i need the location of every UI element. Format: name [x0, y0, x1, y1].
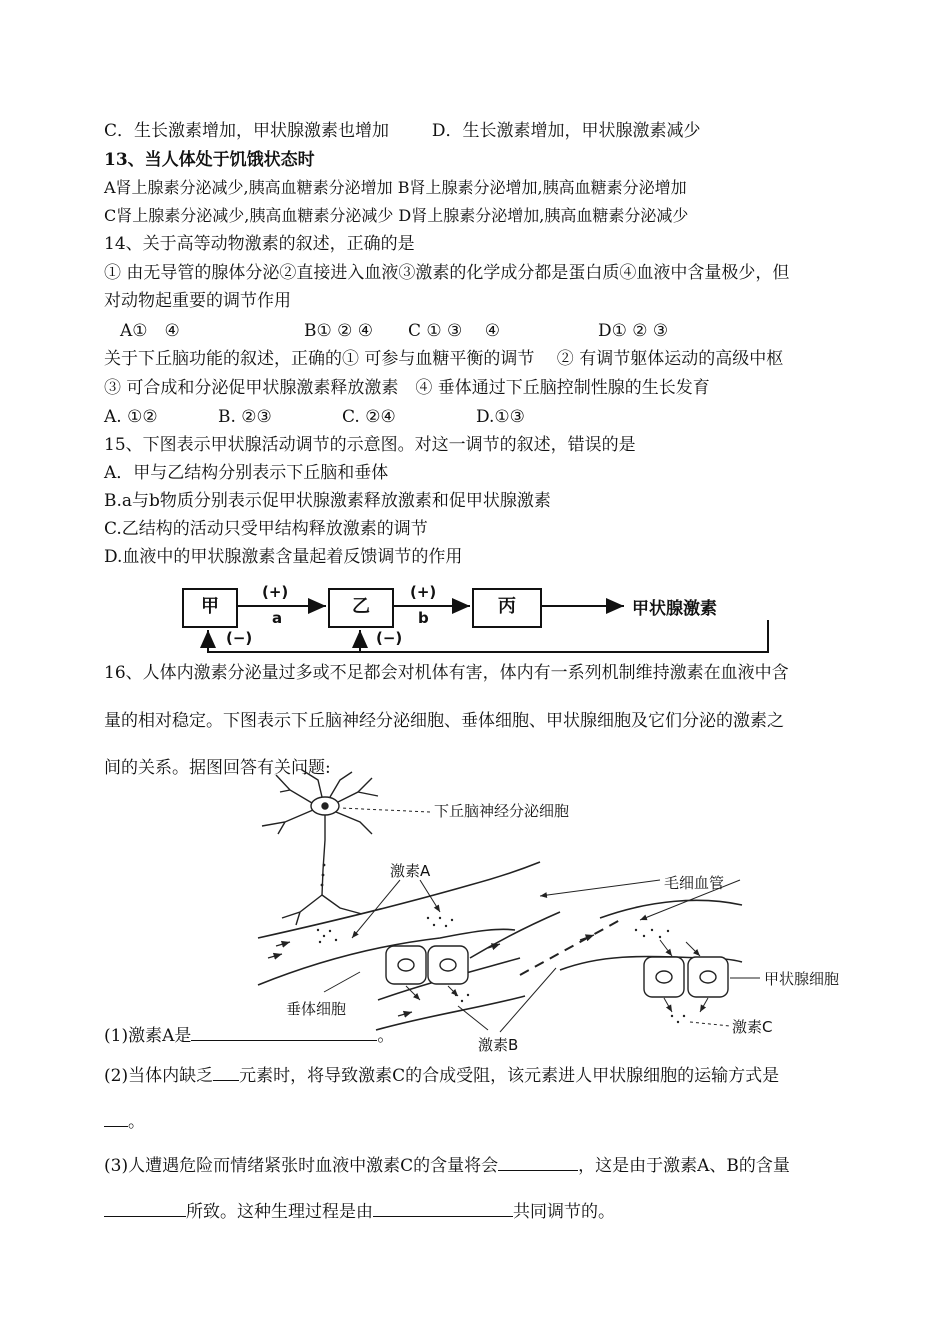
q14-option-d: D① ② ③: [598, 321, 669, 341]
q16-stem-2: 量的相对稳定。下图表示下丘脑神经分泌细胞、垂体细胞、甲状腺细胞及它们分泌的激素之: [104, 711, 784, 731]
thyroid-hormone-output: 甲状腺激素: [632, 599, 717, 619]
answer-blank-ab-level[interactable]: [104, 1200, 186, 1217]
thyroid-cells-drawing: [644, 957, 728, 997]
q14-option-c: C ① ③ ④: [408, 321, 500, 341]
q13-options-ab: A肾上腺素分泌减少,胰高血糖素分泌增加 B肾上腺素分泌增加,胰高血糖素分泌增加: [104, 178, 687, 197]
q16-stem-1: 16、人体内激素分泌量过多或不足都会对机体有害，体内有一系列机制维持激素在血液中含: [104, 663, 789, 683]
minus-label-2: (−): [376, 629, 403, 647]
q14-stem: 14、关于高等动物激素的叙述，正确的是: [104, 234, 415, 254]
q14-option-b: B① ② ④: [304, 321, 374, 341]
neuron-label: 下丘脑神经分泌细胞: [434, 802, 570, 820]
thyroid-cell-label: 甲状腺细胞: [764, 970, 840, 988]
hypothalamus-stem: 关于下丘脑功能的叙述，正确的① 可参与血糖平衡的调节 ② 有调节躯体运动的高级中枢: [104, 349, 784, 369]
q13-stem: 13、当人体处于饥饿状态时: [104, 150, 315, 170]
q12-option-d: D．生长激素增加，甲状腺激素减少: [431, 121, 701, 141]
q16-stem-3: 间的关系。据图回答有关问题:: [104, 758, 331, 778]
hormone-a-label: 激素A: [390, 862, 431, 880]
q14-items-cont: 对动物起重要的调节作用: [104, 291, 291, 311]
label-b: b: [418, 609, 429, 627]
plus-label-a: (+): [262, 583, 289, 601]
q15-option-b: B.a与b物质分别表示促甲状腺激素释放激素和促甲状腺激素: [104, 491, 551, 511]
label-a: a: [272, 609, 283, 627]
q16-sub-2-cont: 。: [104, 1110, 145, 1133]
box-bing: 丙: [472, 588, 542, 628]
q12-option-c: C．生长激素增加，甲状腺激素也增加: [104, 121, 390, 141]
q16-sub-2: (2)当体内缺乏 元素时，将导致激素C的合成受阻，该元素进人甲状腺细胞的运输方式是: [104, 1066, 780, 1086]
pituitary-cells-drawing: [386, 946, 468, 984]
plus-label-b: (+): [410, 583, 437, 601]
neuron-drawing: [262, 770, 378, 925]
pituitary-cell-label: 垂体细胞: [286, 1000, 347, 1018]
q15-stem: 15、下图表示甲状腺活动调节的示意图。对这一调节的叙述，错误的是: [104, 435, 636, 455]
q16-sub-1: (1)激素A是 。: [104, 1026, 395, 1046]
hypothalamus-option-a: A. ①②: [104, 407, 158, 427]
box-jia: 甲: [182, 588, 238, 628]
hormone-c-label: 激素C: [732, 1018, 773, 1036]
minus-label-1: (−): [226, 629, 253, 647]
q16-sub-3: (3)人遭遇危险而情绪紧张时血液中激素C的含量将会 ，这是由于激素A、B的含量: [104, 1156, 790, 1176]
hypothalamus-option-c: C. ②④: [342, 407, 396, 427]
capillary-label: 毛细血管: [664, 874, 725, 892]
answer-blank-regulation[interactable]: [373, 1200, 513, 1217]
q15-option-c: C.乙结构的活动只受甲结构释放激素的调节: [104, 519, 428, 539]
q15-option-a: A．甲与乙结构分别表示下丘脑和垂体: [104, 463, 389, 483]
box-yi: 乙: [328, 588, 394, 628]
q15-option-d: D.血液中的甲状腺激素含量起着反馈调节的作用: [104, 547, 463, 567]
answer-blank-hormone-a[interactable]: [191, 1024, 377, 1041]
hypothalamus-items: ③ 可合成和分泌促甲状腺激素释放激素 ④ 垂体通过下丘脑控制性腺的生长发育: [104, 378, 710, 398]
q13-options-cd: C肾上腺素分泌减少,胰高血糖素分泌减少 D肾上腺素分泌增加,胰高血糖素分泌减少: [104, 206, 689, 225]
answer-blank-transport[interactable]: [104, 1110, 128, 1127]
q14-option-a: A① ④: [120, 321, 180, 341]
hormone-b-label: 激素B: [478, 1036, 519, 1054]
q14-items: ① 由无导管的腺体分泌②直接进入血液③激素的化学成分都是蛋白质④血液中含量极少，但: [104, 263, 790, 283]
hypothalamus-option-d: D.①③: [476, 407, 525, 427]
q16-sub-3-cont: 所致。这种生理过程是由 共同调节的。: [104, 1200, 615, 1223]
answer-blank-hormone-c-level[interactable]: [498, 1154, 578, 1171]
answer-blank-element[interactable]: [213, 1064, 239, 1081]
hypothalamus-option-b: B. ②③: [218, 407, 272, 427]
